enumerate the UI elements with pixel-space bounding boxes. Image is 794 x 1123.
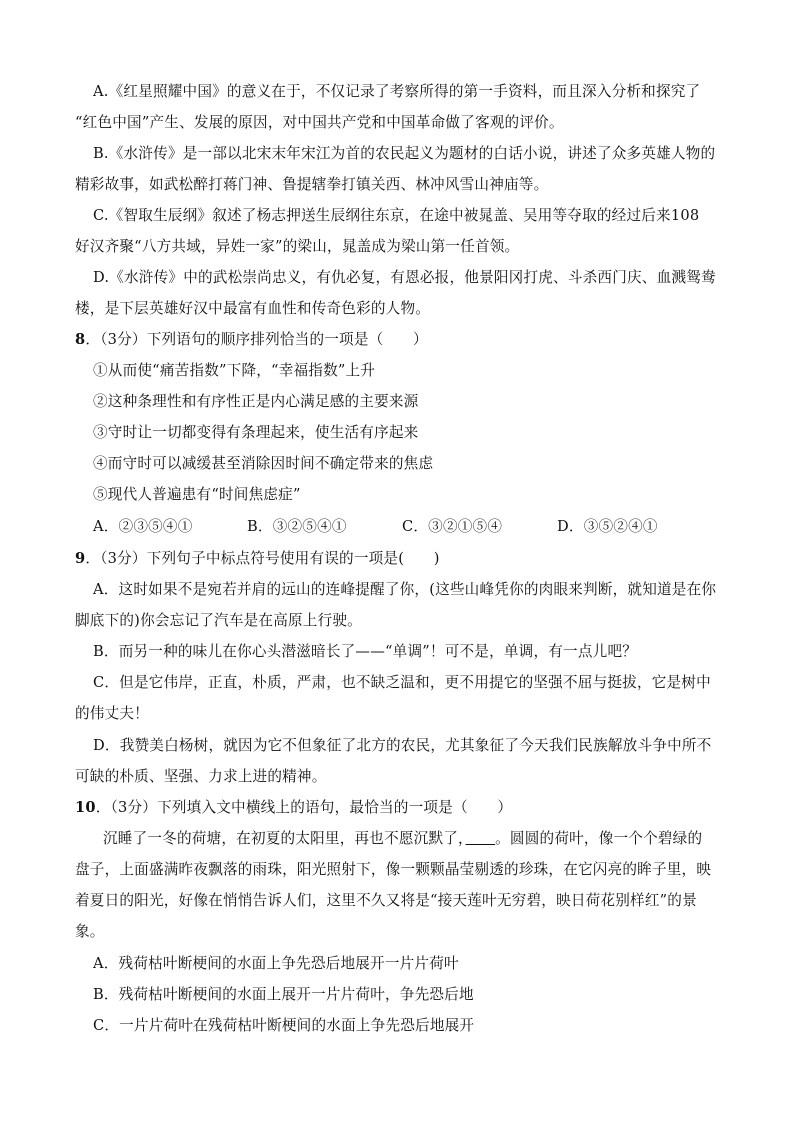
q8-item-3: ③守时让一切都变得有条理起来，使生活有序起来 — [93, 424, 419, 441]
q8-option-d[interactable]: D．③⑤②④① — [557, 518, 658, 535]
q7-option-b-line2: 精彩故事，如武松醉打蒋门神、鲁提辖拳打镇关西、林冲风雪山神庙等。 — [75, 176, 549, 193]
q10-passage-line4: 象。 — [75, 923, 105, 940]
q9-option-d-line2: 可缺的朴质、坚强、力求上进的精神。 — [75, 768, 327, 785]
q10-passage-text-b: 。圆圆的荷叶，像一个个碧绿的 — [495, 830, 703, 847]
q8-option-c[interactable]: C．③②①⑤④ — [402, 518, 503, 535]
q9-option-d-line1[interactable]: D．我赞美白杨树，就因为它不但象征了北方的农民，尤其象征了今天我们民族解放斗争中所不 — [93, 737, 712, 754]
q9-stem — [75, 549, 440, 569]
q9-option-a-line2: 脚底下的)你会忘记了汽车是在高原上行驶。 — [75, 612, 362, 629]
q9-number: 9 — [75, 550, 86, 567]
q10-number: 10 — [75, 799, 96, 816]
q9-option-c-line1[interactable]: C．但是它伟岸，正直，朴质，严肃，也不缺乏温和，更不用提它的坚强不屈与挺拔，它是树中 — [93, 674, 711, 691]
q9-option-b[interactable]: B．而另一种的味儿在你心头潜滋暗长了——“单调”！可不是，单调，有一点儿吧？ — [93, 643, 638, 660]
q10-stem — [75, 798, 512, 818]
q7-option-c-line2: 好汉齐聚“八方共域，异姓一家”的梁山，晁盖成为梁山第一任首领。 — [75, 238, 520, 255]
q9-option-c-line2: 的伟丈夫！ — [75, 705, 149, 722]
q7-option-a-line1: A.《红星照耀中国》的意义在于，不仅记录了考察所得的第一手资料，而且深入分析和探究了 — [93, 83, 701, 100]
q8-option-a[interactable]: A．②③⑤④① — [93, 518, 193, 535]
q7-option-a-line2: “红色中国”产生、发展的原因，对中国共产党和中国革命做了客观的评价。 — [75, 114, 564, 131]
q7-option-d-line2: 楼，是下层英雄好汉中最富有血性和传奇色彩的人物。 — [75, 300, 431, 317]
q10-passage-line1 — [103, 829, 702, 849]
q10-stem-text: ．（3分）下列填入文中横线上的语句，最恰当的一项是（ ） — [95, 799, 513, 816]
q10-option-b[interactable]: B．残荷枯叶断梗间的水面上展开一片片荷叶，争先恐后地 — [93, 986, 474, 1003]
q8-number: 8 — [75, 331, 86, 348]
q8-option-b[interactable]: B．③②⑤④① — [247, 518, 347, 535]
q8-item-4: ④而守时可以减缓甚至消除因时间不确定带来的焦虑 — [93, 455, 434, 472]
q7-option-b-line1: B.《水浒传》是一部以北宋末年宋江为首的农民起义为题材的白话小说，讲述了众多英雄人物的 — [93, 145, 716, 162]
q9-stem-text: ．（3分）下列句子中标点符号使用有误的一项是( ) — [85, 550, 440, 567]
q10-passage-line3: 着夏日的阳光，好像在悄悄告诉人们，这里不久又将是“接天莲叶无穷碧，映日荷花别样红”的景 — [75, 892, 697, 909]
q8-item-1: ①从而使“痛苦指数”下降，“幸福指数”上升 — [93, 362, 376, 379]
q10-option-c[interactable]: C．一片片荷叶在残荷枯叶断梗间的水面上争先恐后地展开 — [93, 1017, 475, 1034]
q10-option-a[interactable]: A．残荷枯叶断梗间的水面上争先恐后地展开一片片荷叶 — [93, 955, 459, 972]
q8-item-5: ⑤现代人普遍患有“时间焦虑症” — [93, 486, 301, 503]
q10-passage-line2: 盘子，上面盛满昨夜飘落的雨珠，阳光照射下，像一颗颗晶莹剔透的珍珠，在它闪亮的眸子里，映 — [75, 861, 712, 878]
q8-stem — [75, 330, 428, 350]
q9-option-a-line1[interactable]: A．这时如果不是宛若并肩的远山的连峰提醒了你，(这些山峰凭你的肉眼来判断，就知道是在你 — [93, 581, 717, 598]
q8-stem-text: ．（3分）下列语句的顺序排列恰当的一项是（ ） — [85, 331, 428, 348]
q7-option-d-line1: D.《水浒传》中的武松崇尚忠义，有仇必复，有恩必报，他景阳冈打虎、斗杀西门庆、血溅鸳鸯 — [93, 269, 716, 286]
q8-item-2: ②这种条理性和有序性正是内心满足感的主要来源 — [93, 393, 419, 410]
q7-option-c-line1: C.《智取生辰纲》叙述了杨志押送生辰纲往东京，在途中被晁盖、吴用等夺取的经过后来108 — [93, 207, 700, 224]
q10-fill-blank[interactable] — [466, 830, 496, 847]
q10-passage-text-a: 沉睡了一冬的荷塘，在初夏的太阳里，再也不愿沉默了， — [103, 830, 466, 847]
